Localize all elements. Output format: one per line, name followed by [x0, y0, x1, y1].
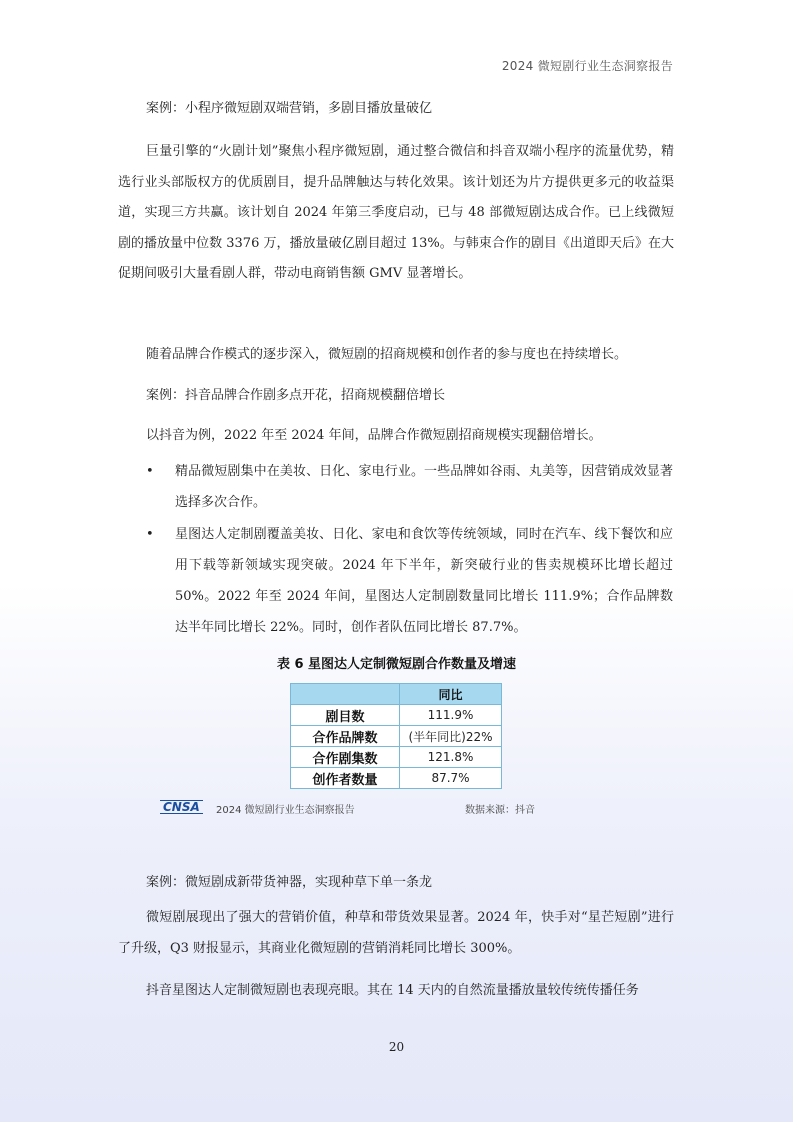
- intro-paragraph: 随着品牌合作模式的逐步深入，微短剧的招商规模和创作者的参与度也在持续增长。: [146, 347, 628, 362]
- row-value: 121.8%: [400, 747, 502, 768]
- data-table: [290, 683, 502, 789]
- table-report-name: 2024 微短剧行业生态洞察报告: [216, 805, 355, 816]
- table-caption: 表 6 星图达人定制微短剧合作数量及增速: [276, 657, 517, 672]
- row-value: 111.9%: [400, 705, 502, 726]
- cnsa-logo: CNSA: [160, 800, 203, 814]
- table-row: [291, 768, 502, 789]
- table-row: [291, 705, 502, 726]
- table-source: 数据来源：抖音: [465, 805, 535, 816]
- page-number: 20: [388, 1040, 405, 1054]
- row-label: 剧目数: [291, 705, 400, 726]
- row-label: 创作者数量: [291, 768, 400, 789]
- bullet-marker: •: [146, 527, 154, 542]
- row-label: 合作剧集数: [291, 747, 400, 768]
- case2-title: 案例：抖音品牌合作剧多点开花，招商规模翻倍增长: [146, 388, 446, 403]
- table-header-row: [291, 684, 502, 705]
- row-label: 合作品牌数: [291, 726, 400, 747]
- row-value: 87.7%: [400, 768, 502, 789]
- bullet-marker: •: [146, 464, 154, 479]
- table-row: [291, 726, 502, 747]
- case3-title: 案例：微短剧成新带货神器，实现种草下单一条龙: [146, 875, 433, 890]
- bullet-item: 星图达人定制剧覆盖美妆、日化、家电和食饮等传统领域，同时在汽车、线下餐饮和应用下载等新领域实现突破。2024 年下半年，新突破行业的售卖规模环比增长超过 50%。2022 年至 2024 年间，星图达人定制剧数量同比增长 111.9%；合作品牌数达半年同比增长 22%。同时，创作者队伍同比增长 87.7%。: [175, 527, 673, 635]
- table-header-cell: [291, 684, 400, 705]
- bullet-item: 精品微短剧集中在美妆、日化、家电行业。一些品牌如谷雨、丸美等，因营销成效显著选择多次合作。: [175, 464, 673, 510]
- running-header: 2024 微短剧行业生态洞察报告: [501, 59, 673, 73]
- table-header-cell: 同比: [400, 684, 502, 705]
- case3-body2: 抖音星图达人定制微短剧也表现亮眼。其在 14 天内的自然流量播放量较传统传播任务: [146, 983, 639, 998]
- case1-body: 巨量引擎的“火剧计划”聚焦小程序微短剧，通过整合微信和抖音双端小程序的流量优势，精选行业头部版权方的优质剧目，提升品牌触达与转化效果。该计划还为片方提供更多元的收益渠道，实现三方共赢。该计划自 2024 年第三季度启动，已与 48 部微短剧达成合作。已上线微短剧的播放量中位数 3376 万，播放量破亿剧目超过 13%。与韩束合作的剧目《出道即天后》在大促期间吸引大量看剧人群，带动电商销售额 GMV 显著增长。: [118, 144, 674, 281]
- case3-body1: 微短剧展现出了强大的营销价值，种草和带货效果显著。2024 年，快手对“星芒短剧”进行了升级，Q3 财报显示，其商业化微短剧的营销消耗同比增长 300%。: [118, 910, 674, 956]
- table-row: [291, 747, 502, 768]
- case1-title: 案例：小程序微短剧双端营销，多剧目播放量破亿: [146, 101, 433, 116]
- case2-lead: 以抖音为例，2022 年至 2024 年间，品牌合作微短剧招商规模实现翻倍增长。: [146, 428, 602, 443]
- row-value: (半年同比)22%: [400, 726, 502, 747]
